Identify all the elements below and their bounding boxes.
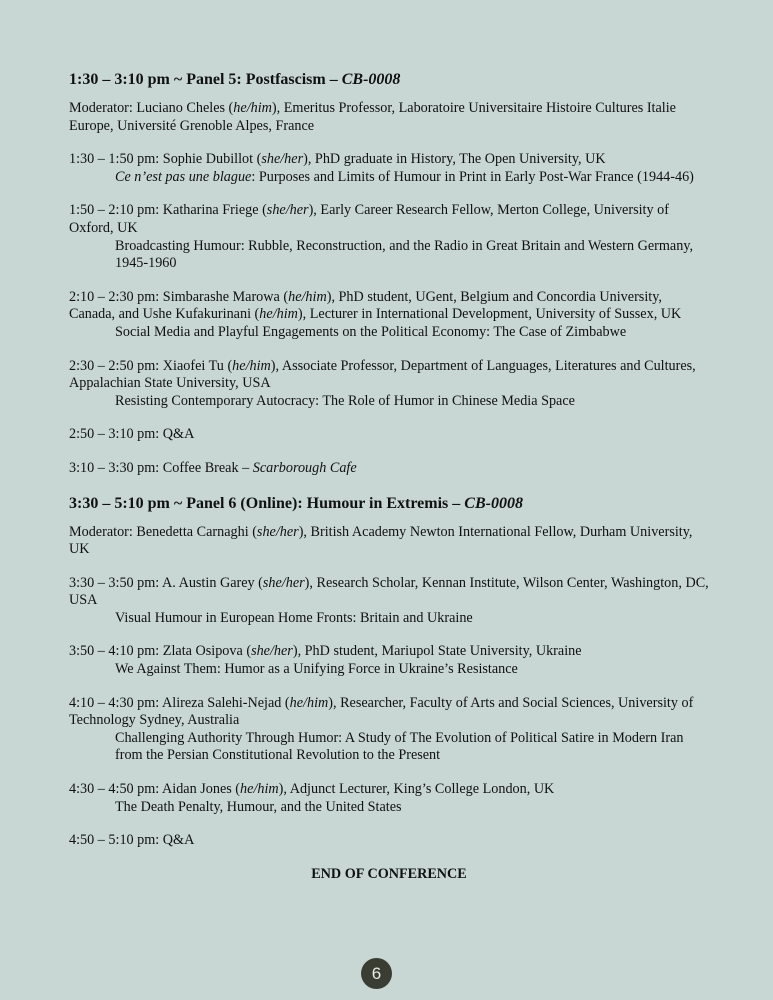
coffee-break: 3:10 – 3:30 pm: Coffee Break – Scarborough Cafe xyxy=(69,459,357,476)
end-of-conference: END OF CONFERENCE xyxy=(311,865,467,882)
talk: 1:50 – 2:10 pm: Katharina Friege (she/her), Early Career Research Fellow, Merton College, University of Oxford, UK Broadcasting Humour: Rubble, Reconstruction, and the Radio in Great Britain and Western Germany, 1945-1960 xyxy=(69,202,709,272)
talk-title: Visual Humour in European Home Fronts: Britain and Ukraine xyxy=(115,609,473,626)
talk: 2:10 – 2:30 pm: Simbarashe Marowa (he/him), PhD student, UGent, Belgium and Concordia University, Canada, and Ushe Kufakurinani (he/him), Lecturer in International Development, University of Sussex, UK Social Media and Playful Engagements on the Political Economy: The Case of Zimbabwe xyxy=(69,289,709,342)
talk-title: Broadcasting Humour: Rubble, Reconstruction, and the Radio in Great Britain and Western Germany, 1945-1960 xyxy=(115,237,694,272)
talk: 3:50 – 4:10 pm: Zlata Osipova (she/her), PhD student, Mariupol State University, Ukraine We Against Them: Humor as a Unifying Force in Ukraine’s Resistance xyxy=(69,643,709,678)
talk-title: Challenging Authority Through Humor: A Study of The Evolution of Political Satire in Modern Iran from the Persian Constitutional Revolution to the Present xyxy=(115,729,684,764)
panel5-qa: 2:50 – 3:10 pm: Q&A xyxy=(69,426,195,443)
program-page xyxy=(69,70,709,883)
panel6-moderator: Moderator: Benedetta Carnaghi (she/her), British Academy Newton International Fellow, Durham University, UK xyxy=(69,523,693,558)
talk: 4:30 – 4:50 pm: Aidan Jones (he/him), Adjunct Lecturer, King’s College London, UK The Death Penalty, Humour, and the United States xyxy=(69,781,709,816)
talk-title: Ce n’est pas une blague: Purposes and Limits of Humour in Print in Early Post-War France (1944-46) xyxy=(115,168,694,185)
panel5-heading: 1:30 – 3:10 pm ~ Panel 5: Postfascism – CB-0008 xyxy=(69,71,401,88)
panel6-qa: 4:50 – 5:10 pm: Q&A xyxy=(69,832,195,849)
talk: 1:30 – 1:50 pm: Sophie Dubillot (she/her), PhD graduate in History, The Open University, UK Ce n’est pas une blague: Purposes and Limits of Humour in Print in Early Post-War France (1944-46) xyxy=(69,151,709,186)
talk-title: The Death Penalty, Humour, and the United States xyxy=(115,798,402,815)
talk: 3:30 – 3:50 pm: A. Austin Garey (she/her), Research Scholar, Kennan Institute, Wilson Center, Washington, DC, USA Visual Humour in European Home Fronts: Britain and Ukraine xyxy=(69,574,709,626)
talk-title: Resisting Contemporary Autocracy: The Role of Humor in Chinese Media Space xyxy=(115,392,575,409)
page-number: 6 xyxy=(361,958,392,989)
panel6-heading: 3:30 – 5:10 pm ~ Panel 6 (Online): Humour in Extremis – CB-0008 xyxy=(69,494,523,512)
talk-title: Social Media and Playful Engagements on the Political Economy: The Case of Zimbabwe xyxy=(115,323,627,340)
talk: 4:10 – 4:30 pm: Alireza Salehi-Nejad (he/him), Researcher, Faculty of Arts and Social Sciences, University of Technology Sydney, Australia Challenging Authority Through Humor: A Study of The Evolution of Political Satire in Modern Iran from the Persian Constitutional Revolution to the Present xyxy=(69,695,709,765)
talk: 2:30 – 2:50 pm: Xiaofei Tu (he/him), Associate Professor, Department of Languages, Literatures and Cultures, Appalachian State University, USA Resisting Contemporary Autocracy: The Role of Humor in Chinese Media Space xyxy=(69,358,709,411)
panel5-moderator: Moderator: Luciano Cheles (he/him), Emeritus Professor, Laboratoire Universitaire Histoire Cultures Italie Europe, Université Grenoble Alpes, France xyxy=(69,100,676,134)
talk-title: We Against Them: Humor as a Unifying Force in Ukraine’s Resistance xyxy=(115,661,518,678)
